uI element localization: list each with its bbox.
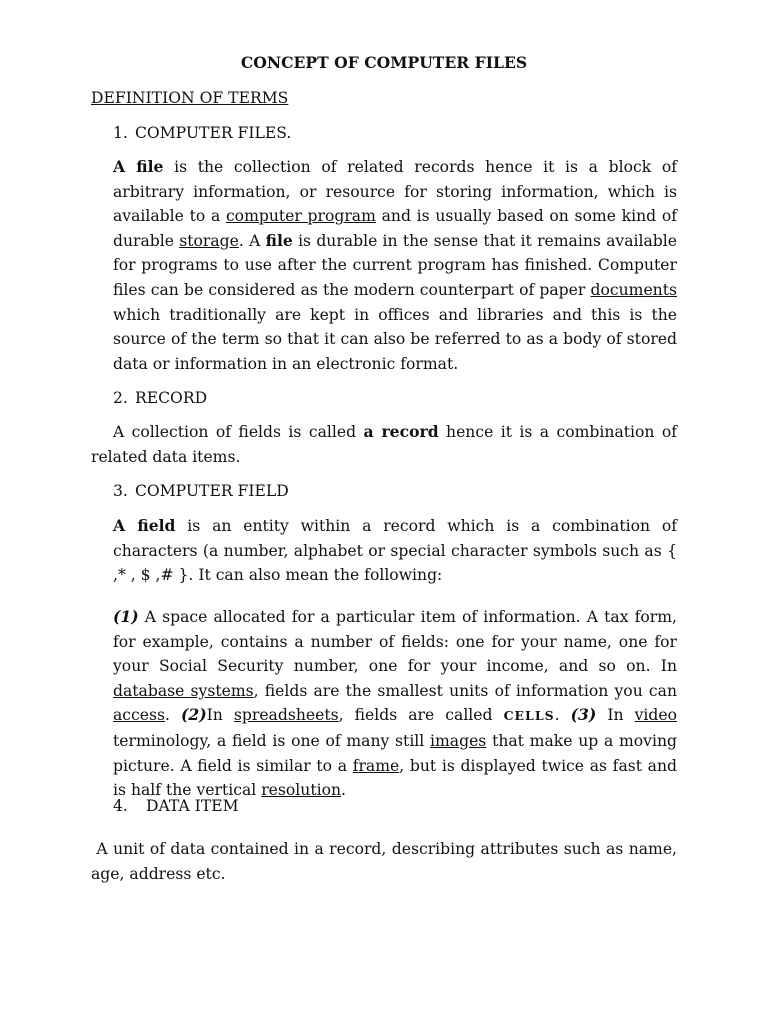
section-1-heading — [113, 121, 291, 146]
section-3-title: COMPUTER FIELD — [135, 482, 289, 500]
section-4-paragraph — [91, 837, 682, 886]
section-4-heading — [113, 794, 239, 819]
emphasized-term: (3) — [570, 705, 597, 725]
section-1-number: 1. — [113, 124, 128, 142]
emphasized-term: file — [265, 230, 293, 250]
underlined-term: database systems — [113, 681, 254, 700]
emphasized-term: a record — [363, 422, 439, 441]
text-run: is the collection of related records hence it is a block of arbitrary information, or resource for storing information, which is available to a — [113, 158, 677, 226]
text-run: is durable in the sense that it remains available for programs to use after the current program has finished. Computer files can be considered as the modern counterpart of paper — [113, 231, 678, 299]
text-run: . A — [238, 231, 266, 250]
text-run: terminology, a field is one of many still — [113, 731, 431, 750]
section-3-heading — [113, 479, 289, 504]
section-4-number: 4. — [113, 797, 128, 815]
emphasized-term: A field — [113, 516, 176, 535]
text-run: hence it is a combination of related data items. — [91, 423, 677, 466]
text-run: A space allocated for a particular item of information. A tax form, for example, contains a number of fields: one for your name, one for your Social Security number, one for your income, and so on. In — [113, 608, 677, 676]
text-run: , but is displayed twice as fast and is half the vertical — [113, 756, 678, 800]
section-2-title: RECORD — [135, 389, 208, 407]
emphasized-term: A file — [113, 157, 164, 176]
section-2-heading — [113, 386, 207, 411]
underlined-term: documents — [590, 280, 677, 299]
text-run: . — [341, 781, 346, 800]
document-title: CONCEPT OF COMPUTER FILES — [240, 53, 528, 72]
text-run: , fields are the smallest units of information you can — [253, 681, 677, 700]
section-1-title: COMPUTER FILES. — [135, 124, 292, 142]
emphasized-term: (1) — [113, 607, 139, 626]
emphasized-term: CELLS — [503, 708, 555, 724]
text-run: which traditionally are kept in offices and libraries and this is the source of the term so that it can also be referred to as a body of stored data or information in an electronic format. — [113, 305, 677, 373]
text-run: that make up a moving picture. A field is similar to a — [113, 731, 677, 775]
section-1-paragraph — [113, 155, 677, 376]
section-3-paragraph-2 — [113, 605, 677, 803]
text-run: . — [554, 706, 571, 725]
underlined-term: resolution — [261, 781, 342, 800]
underlined-term: computer program — [225, 207, 376, 226]
text-run: is an entity within a record which is a combination of characters (a number, alphabet or special character symbols such as { ,* , $ ,# }. It can also mean the following: — [113, 517, 677, 585]
underlined-term: frame — [352, 756, 400, 775]
text-run: A unit of data contained in a record, describing attributes such as name, age, address etc. — [91, 840, 682, 883]
underlined-term: images — [430, 731, 487, 750]
subheading: DEFINITION OF TERMS — [91, 89, 289, 107]
section-3-number: 3. — [113, 482, 128, 500]
emphasized-term: (2) — [181, 705, 207, 725]
underlined-term: storage — [179, 231, 239, 250]
text-run: In — [206, 706, 234, 725]
underlined-term: access — [113, 706, 165, 725]
section-2-paragraph — [91, 420, 677, 469]
text-run: In — [596, 706, 635, 725]
section-3-paragraph — [113, 514, 677, 588]
text-run: . — [165, 706, 182, 725]
section-4-title: DATA ITEM — [146, 797, 239, 815]
text-run: , fields are called — [338, 706, 504, 725]
underlined-term: spreadsheets — [233, 706, 339, 725]
text-run: and is usually based on some kind of durable — [113, 207, 677, 250]
text-run: A collection of fields is called — [113, 423, 364, 441]
underlined-term: video — [634, 706, 677, 725]
section-2-number: 2. — [113, 389, 128, 407]
